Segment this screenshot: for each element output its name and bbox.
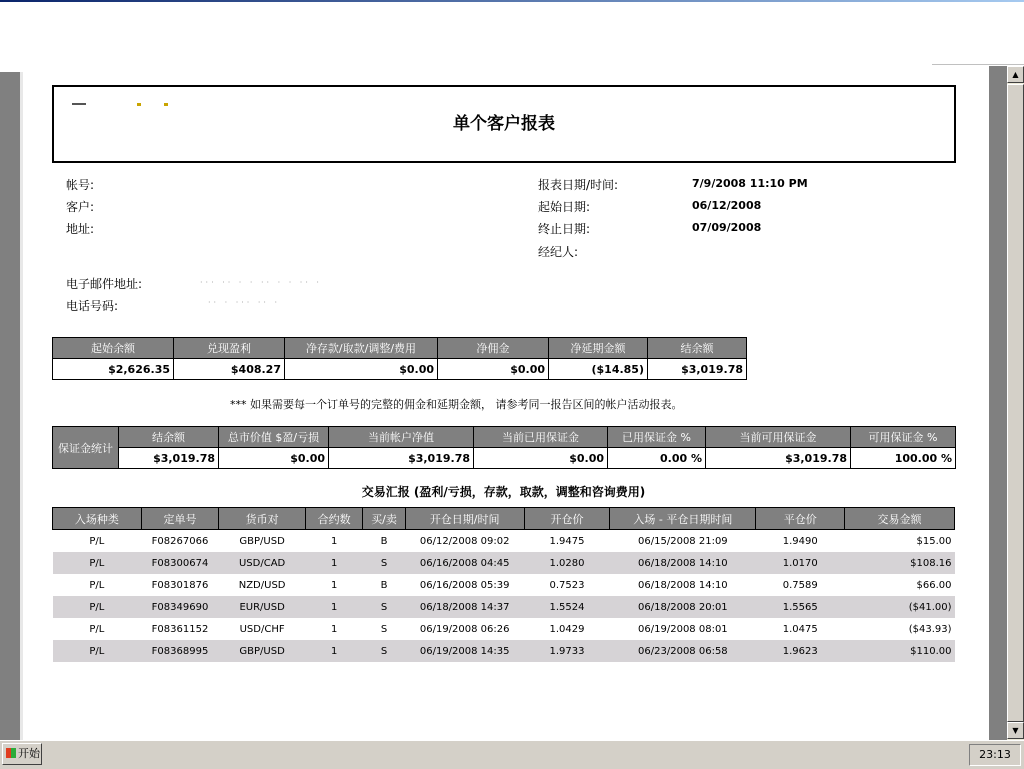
trade-pair: NZD/USD bbox=[238, 579, 286, 591]
start-date-label: 起始日期: bbox=[538, 200, 591, 214]
trade-lots: 1 bbox=[330, 623, 338, 635]
summary-header-cell: 结余额 bbox=[648, 338, 747, 359]
trade-close-time: 06/23/2008 06:58 bbox=[610, 640, 756, 662]
trades-header-cell: 定单号 bbox=[141, 508, 219, 530]
windows-flag-icon bbox=[6, 748, 16, 758]
trade-open-price: 1.9733 bbox=[524, 640, 610, 662]
trade-side: B bbox=[380, 579, 388, 591]
table-row bbox=[53, 530, 955, 553]
summary-header-cell: 兑现盈利 bbox=[174, 338, 285, 359]
trade-lots: 1 bbox=[305, 640, 362, 662]
trade-side: B bbox=[380, 535, 388, 547]
margin-value-cell: 0.00 % bbox=[608, 448, 706, 469]
summary-value-cell: $3,019.78 bbox=[648, 359, 747, 380]
margin-side-label: 保证金统计 bbox=[53, 427, 119, 469]
trade-open-time: 06/16/2008 04:45 bbox=[405, 552, 524, 574]
trades-header-cell: 货币对 bbox=[219, 508, 306, 530]
trade-close-price: 1.9623 bbox=[756, 640, 845, 662]
margin-value-cell: $3,019.78 bbox=[706, 448, 851, 469]
summary-value-row bbox=[53, 359, 747, 380]
table-row bbox=[53, 574, 955, 596]
end-date-value: 07/09/2008 bbox=[692, 221, 762, 234]
margin-value-cell: $3,019.78 bbox=[119, 448, 219, 469]
trade-close-price: 1.0170 bbox=[756, 552, 845, 574]
margin-header-cell: 总市价值 $盈/亏损 bbox=[219, 427, 329, 448]
trades-header-row bbox=[53, 508, 955, 530]
trade-lots: 1 bbox=[330, 579, 338, 591]
trades-title: 交易汇报 (盈利/亏损，存款，取款，调整和咨询费用) bbox=[361, 485, 646, 499]
start-button[interactable] bbox=[2, 743, 42, 765]
margin-value-cell: $0.00 bbox=[474, 448, 608, 469]
scroll-thumb[interactable] bbox=[1007, 84, 1024, 722]
trade-type: P/L bbox=[53, 596, 142, 618]
trade-type: P/L bbox=[89, 623, 105, 635]
broker-label: 经纪人: bbox=[538, 245, 579, 259]
margin-header-cell: 可用保证金 % bbox=[851, 427, 956, 448]
report-date-label: 报表日期/时间: bbox=[538, 178, 619, 192]
top-divider bbox=[932, 64, 1024, 65]
trade-close-price: 1.5565 bbox=[756, 596, 845, 618]
trade-type: P/L bbox=[89, 535, 105, 547]
trade-order-id: F08368995 bbox=[141, 640, 219, 662]
trade-close-time: 06/15/2008 21:09 bbox=[638, 535, 728, 547]
summary-header-row bbox=[53, 338, 747, 359]
page-title: 单个客户报表 bbox=[453, 114, 555, 134]
summary-value-cell: $0.00 bbox=[438, 359, 549, 380]
phone-label: 电话号码: bbox=[66, 299, 119, 313]
trade-order-id: F08300674 bbox=[141, 552, 219, 574]
trade-order-id: F08301876 bbox=[151, 579, 209, 591]
margin-value-cell: 100.00 % bbox=[851, 448, 956, 469]
customer-label: 客户: bbox=[66, 200, 95, 214]
summary-header-cell: 净存款/取款/调整/费用 bbox=[285, 338, 438, 359]
trade-open-time: 06/19/2008 14:35 bbox=[405, 640, 524, 662]
trade-pair: GBP/USD bbox=[239, 535, 285, 547]
trade-open-time: 06/18/2008 14:37 bbox=[405, 596, 524, 618]
scroll-down-icon[interactable]: ▼ bbox=[1007, 722, 1024, 739]
table-row bbox=[53, 618, 955, 640]
trade-type: P/L bbox=[53, 640, 142, 662]
trade-close-time: 06/18/2008 14:10 bbox=[610, 552, 756, 574]
report-note: *** 如果需要每一个订单号的完整的佣金和延期金额， 请参考同一报告区间的帐户活动报表。 bbox=[230, 398, 683, 411]
trade-pair: USD/CHF bbox=[239, 623, 285, 635]
trade-open-price: 1.0429 bbox=[549, 623, 585, 635]
trade-side: S bbox=[363, 552, 405, 574]
trade-order-id: F08349690 bbox=[141, 596, 219, 618]
trade-amount: $108.16 bbox=[845, 552, 955, 574]
trade-pair: USD/CAD bbox=[219, 552, 306, 574]
email-label: 电子邮件地址: bbox=[66, 277, 143, 291]
trade-amount: $15.00 bbox=[916, 535, 952, 547]
margin-header-cell: 当前帐户净值 bbox=[329, 427, 474, 448]
summary-value-cell: $2,626.35 bbox=[53, 359, 174, 380]
trade-open-time: 06/12/2008 09:02 bbox=[419, 535, 510, 547]
margin-header-cell: 当前可用保证金 bbox=[706, 427, 851, 448]
trade-open-price: 0.7523 bbox=[549, 579, 585, 591]
trades-header-cell: 交易金额 bbox=[845, 508, 955, 530]
redacted-email: ··· ·· · · ·· · · ·· · bbox=[200, 278, 322, 287]
address-label: 地址: bbox=[66, 222, 95, 236]
trade-close-time: 06/18/2008 20:01 bbox=[610, 596, 756, 618]
trade-side: S bbox=[380, 623, 388, 635]
summary-header-cell: 净延期金额 bbox=[549, 338, 648, 359]
logo-mark-dot bbox=[164, 103, 168, 106]
left-viewer-margin bbox=[0, 72, 20, 740]
trade-close-price: 1.0475 bbox=[782, 623, 818, 635]
trade-amount: ($41.00) bbox=[845, 596, 955, 618]
margin-header-cell: 已用保证金 % bbox=[608, 427, 706, 448]
trade-amount: $66.00 bbox=[916, 579, 952, 591]
logo-mark bbox=[72, 103, 86, 105]
trades-header-cell: 合约数 bbox=[305, 508, 362, 530]
trade-open-price: 1.5524 bbox=[524, 596, 610, 618]
table-row bbox=[53, 596, 955, 618]
trade-order-id: F08267066 bbox=[151, 535, 209, 547]
margin-value-row bbox=[53, 448, 956, 469]
margin-value-cell: $3,019.78 bbox=[329, 448, 474, 469]
table-row bbox=[53, 552, 955, 574]
margin-header-row bbox=[53, 427, 956, 448]
trade-amount: ($43.93) bbox=[908, 623, 952, 635]
right-viewer-margin bbox=[989, 66, 1007, 740]
logo-mark-dot bbox=[137, 103, 141, 106]
end-date-label: 终止日期: bbox=[538, 222, 591, 236]
trade-side: S bbox=[363, 596, 405, 618]
trade-open-time: 06/16/2008 05:39 bbox=[419, 579, 510, 591]
trade-open-price: 1.9475 bbox=[549, 535, 585, 547]
summary-table bbox=[52, 337, 747, 380]
summary-header-cell: 净佣金 bbox=[438, 338, 549, 359]
summary-value-cell: $408.27 bbox=[174, 359, 285, 380]
report-date-value: 7/9/2008 11:10 PM bbox=[692, 177, 808, 190]
trade-pair: EUR/USD bbox=[219, 596, 306, 618]
account-label: 帐号: bbox=[66, 178, 95, 192]
taskbar-clock[interactable]: 23:13 bbox=[969, 744, 1021, 766]
trade-lots: 1 bbox=[305, 552, 362, 574]
trade-open-time: 06/19/2008 06:26 bbox=[419, 623, 510, 635]
trades-header-cell: 买/卖 bbox=[363, 508, 405, 530]
taskbar bbox=[0, 740, 1024, 769]
margin-header-cell: 当前已用保证金 bbox=[474, 427, 608, 448]
trades-header-cell: 入场 - 平仓日期时间 bbox=[610, 508, 756, 530]
summary-value-cell: ($14.85) bbox=[549, 359, 648, 380]
vertical-scrollbar[interactable] bbox=[1007, 66, 1024, 740]
trade-type: P/L bbox=[53, 552, 142, 574]
margin-value-cell: $0.00 bbox=[219, 448, 329, 469]
trades-header-cell: 平仓价 bbox=[756, 508, 845, 530]
trade-lots: 1 bbox=[305, 596, 362, 618]
trade-side: S bbox=[363, 640, 405, 662]
margin-header-cell: 结余额 bbox=[119, 427, 219, 448]
trade-lots: 1 bbox=[330, 535, 338, 547]
trade-order-id: F08361152 bbox=[151, 623, 209, 635]
start-date-value: 06/12/2008 bbox=[692, 199, 762, 212]
trade-close-time: 06/18/2008 14:10 bbox=[638, 579, 728, 591]
scroll-up-icon[interactable]: ▲ bbox=[1007, 66, 1024, 83]
trade-close-price: 1.9490 bbox=[782, 535, 818, 547]
trades-header-cell: 开仓价 bbox=[524, 508, 610, 530]
trade-close-price: 0.7589 bbox=[782, 579, 818, 591]
trade-pair: GBP/USD bbox=[219, 640, 306, 662]
trades-header-cell: 入场种类 bbox=[53, 508, 142, 530]
trade-type: P/L bbox=[89, 579, 105, 591]
summary-value-cell: $0.00 bbox=[285, 359, 438, 380]
trades-table bbox=[52, 507, 955, 662]
summary-header-cell: 起始余额 bbox=[53, 338, 174, 359]
trades-header-cell: 开仓日期/时间 bbox=[405, 508, 524, 530]
redacted-phone: ·· · ··· ·· · bbox=[208, 298, 281, 307]
start-label: 开始 bbox=[18, 747, 40, 760]
trade-open-price: 1.0280 bbox=[524, 552, 610, 574]
table-row bbox=[53, 640, 955, 662]
trade-amount: $110.00 bbox=[845, 640, 955, 662]
margin-table bbox=[52, 426, 956, 469]
trade-close-time: 06/19/2008 08:01 bbox=[638, 623, 728, 635]
toolbar-area bbox=[0, 2, 1024, 72]
